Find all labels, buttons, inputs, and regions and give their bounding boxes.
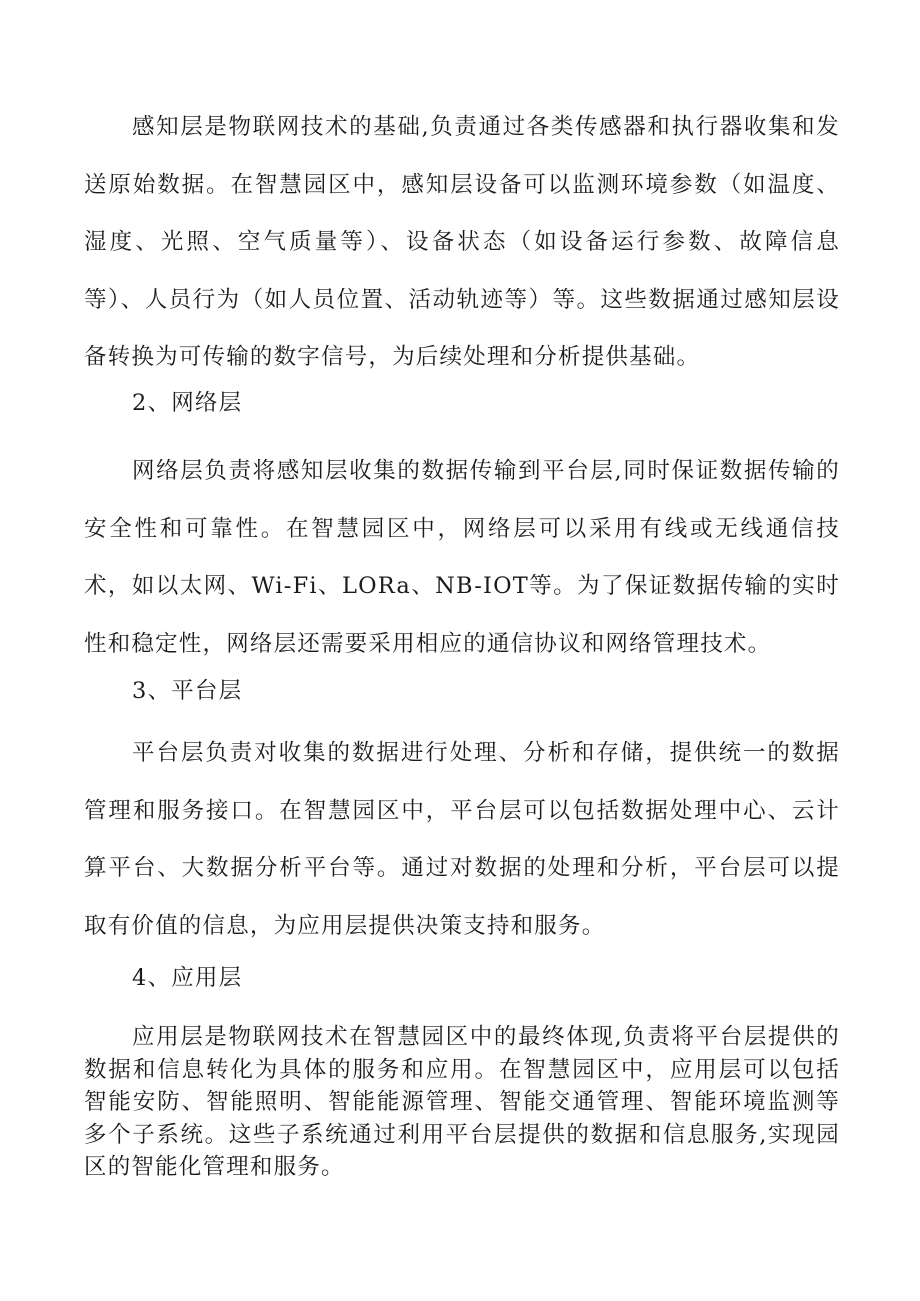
heading-application-layer: 4、应用层 (132, 965, 243, 991)
heading-network-layer: 2、网络层 (132, 390, 243, 416)
paragraph-application-layer: 应用层是物联网技术在智慧园区中的最终体现,负责将平台层提供的数据和信息转化为具体的服务和应用。在智慧园区中，应用层可以包括智能安防、智能照明、智能能源管理、智能交通管理、智能环境监测等多个子系统。这些子系统通过利用平台层提供的数据和信息服务,实现园区的智能化管理和服务。 (84, 1024, 840, 1180)
paragraph-network-layer: 网络层负责将感知层收集的数据传输到平台层,同时保证数据传输的安全性和可靠性。在智慧园区中，网络层可以采用有线或无线通信技术，如以太网、Wi-Fi、LORa、NB-IOT等。为了保证数据传输的实时性和稳定性，网络层还需要采用相应的通信协议和网络管理技术。 (84, 458, 840, 657)
paragraph-perception-layer: 感知层是物联网技术的基础,负责通过各类传感器和执行器收集和发送原始数据。在智慧园区中，感知层设备可以监测环境参数（如温度、湿度、光照、空气质量等）、设备状态（如设备运行参数、故障信息等）、人员行为（如人员位置、活动轨迹等）等。这些数据通过感知层设备转换为可传输的数字信号，为后续处理和分析提供基础。 (84, 114, 840, 370)
paragraph-platform-layer: 平台层负责对收集的数据进行处理、分析和存储，提供统一的数据管理和服务接口。在智慧园区中，平台层可以包括数据处理中心、云计算平台、大数据分析平台等。通过对数据的处理和分析，平台层可以提取有价值的信息，为应用层提供决策支持和服务。 (84, 740, 840, 939)
heading-platform-layer: 3、平台层 (132, 678, 243, 704)
